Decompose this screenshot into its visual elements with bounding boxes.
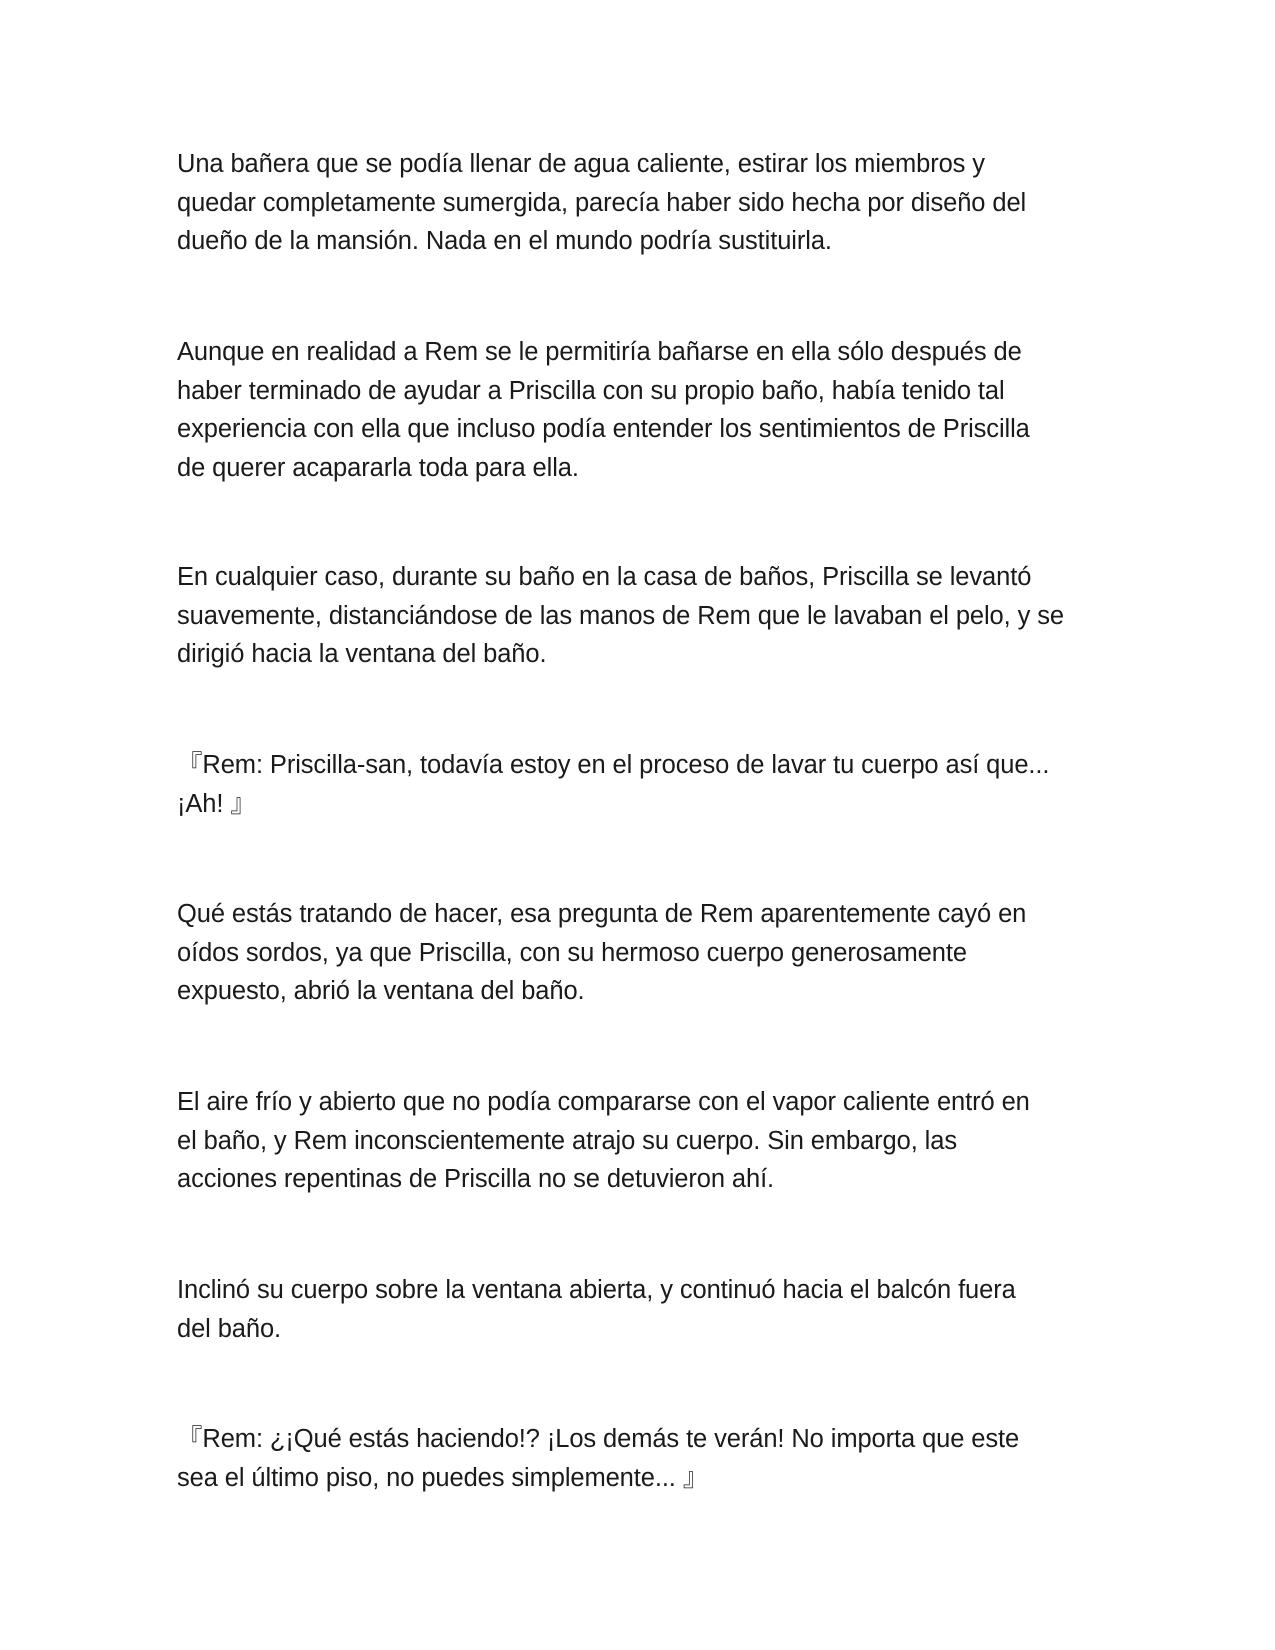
dialogue-rem-washing: [177, 746, 1049, 823]
text-line: oídos sordos, ya que Priscilla, con su hermoso cuerpo generosamente: [177, 938, 967, 967]
text-line: expuesto, abrió la ventana del baño.: [177, 977, 585, 1005]
text-line: sea el último piso, no puedes simplemente... 』: [177, 1463, 709, 1492]
paragraph-window-opened: [177, 895, 1026, 1011]
text-line: experiencia con ella que incluso podía entender los sentimientos de Priscilla: [177, 415, 1030, 443]
text-line: acciones repentinas de Priscilla no se detuvieron ahí.: [177, 1165, 775, 1193]
paragraph-priscilla-stands: [177, 558, 1064, 674]
text-line: del baño.: [177, 1314, 282, 1343]
text-line: Aunque en realidad a Rem se le permitiría bañarse en ella sólo después de: [177, 338, 1022, 366]
text-line: Una bañera que se podía llenar de agua caliente, estirar los miembros y: [177, 150, 985, 178]
text-line: El aire frío y abierto que no podía compararse con el vapor caliente entró en: [177, 1088, 1030, 1116]
paragraph-bathtub: [177, 145, 1026, 261]
dialogue-rem-alarm: [177, 1420, 1019, 1497]
text-line: 『Rem: ¿¡Qué estás haciendo!? ¡Los demás te verán! No importa que este: [177, 1425, 1020, 1453]
text-line: suavemente, distanciándose de las manos de Rem que le lavaban el pelo, y se: [177, 601, 1064, 630]
text-line: ¡Ah! 』: [177, 789, 256, 818]
text-line: el baño, y Rem inconscientemente atrajo su cuerpo. Sin embargo, las: [177, 1126, 957, 1155]
text-line: de querer acapararla toda para ella.: [177, 453, 579, 482]
text-line: haber terminado de ayudar a Priscilla con su propio baño, había tenido tal: [177, 376, 1005, 405]
text-line: quedar completamente sumergida, parecía haber sido hecha por diseño del: [177, 188, 1027, 217]
text-line: En cualquier caso, durante su baño en la casa de baños, Priscilla se levantó: [177, 563, 1032, 591]
text-line: Qué estás tratando de hacer, esa pregunta de Rem aparentemente cayó en: [177, 900, 1027, 928]
text-line: dueño de la mansión. Nada en el mundo podría sustituirla.: [177, 227, 832, 255]
paragraph-cold-air: [177, 1083, 1030, 1199]
text-line: 『Rem: Priscilla-san, todavía estoy en el proceso de lavar tu cuerpo así que...: [177, 751, 1050, 779]
text-line: Inclinó su cuerpo sobre la ventana abierta, y continuó hacia el balcón fuera: [177, 1276, 1016, 1304]
paragraph-balcony: [177, 1271, 1016, 1348]
text-line: dirigió hacia la ventana del baño.: [177, 640, 547, 668]
paragraph-rem-permission: [177, 333, 1030, 487]
